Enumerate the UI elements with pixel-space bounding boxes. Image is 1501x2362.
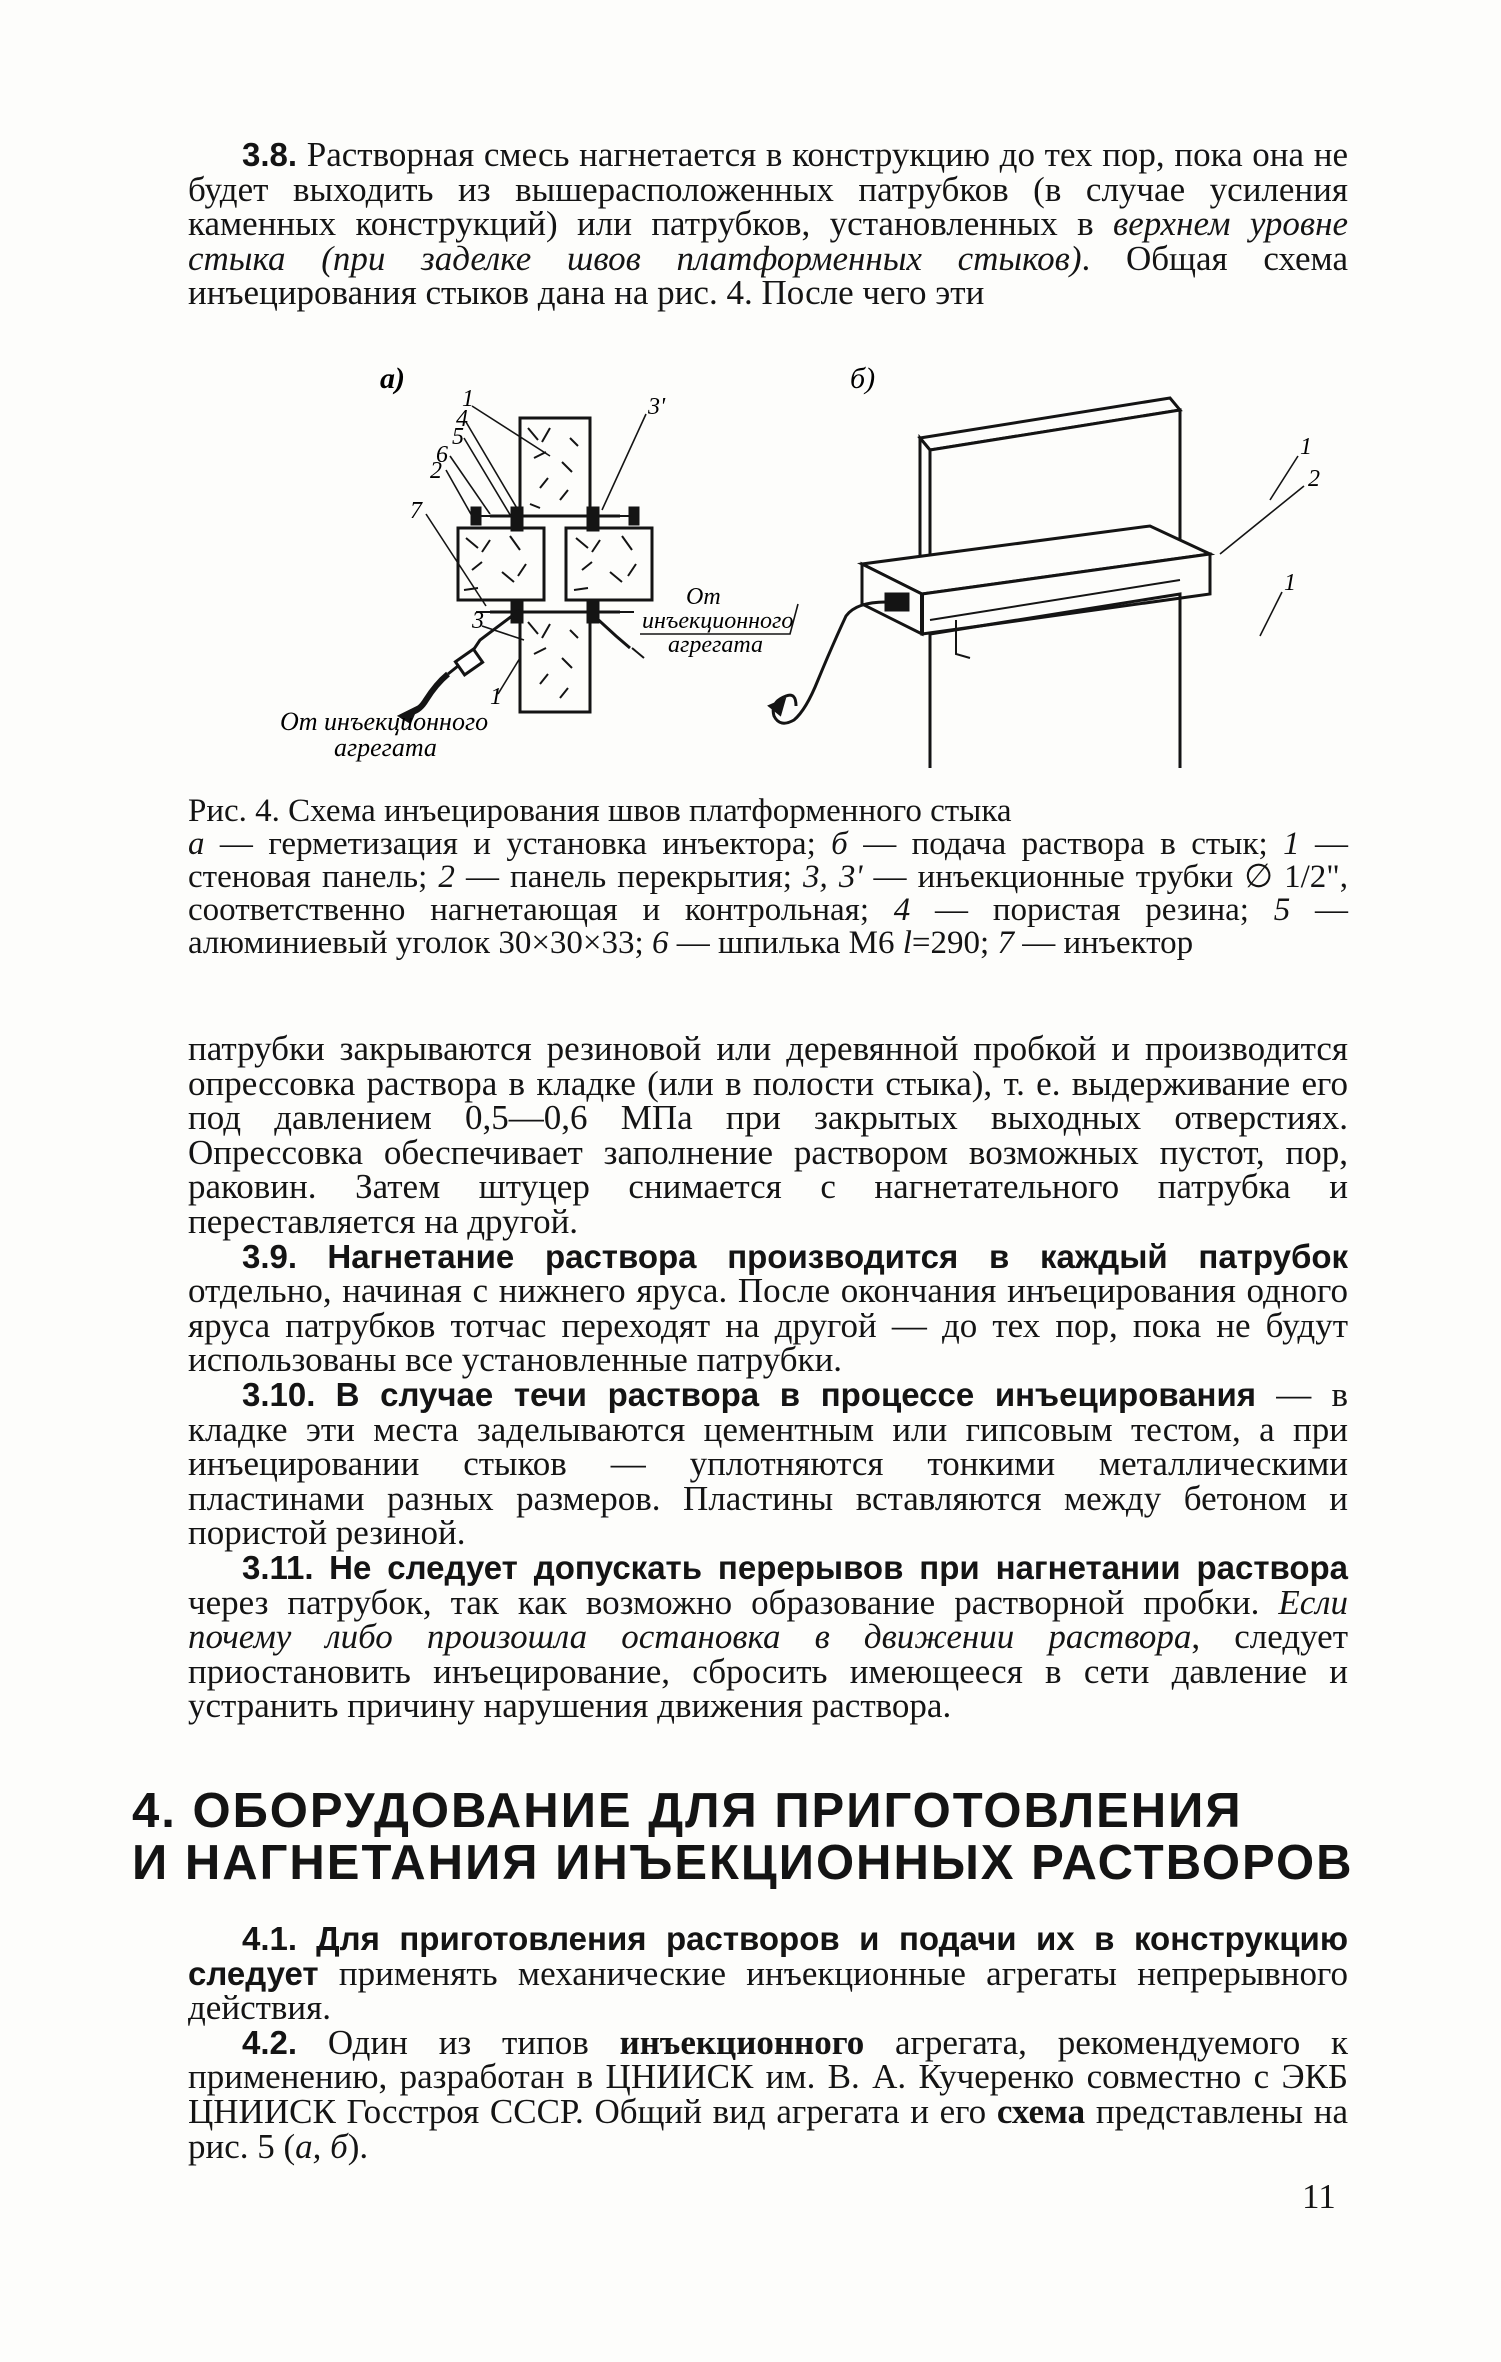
- page-number: 11: [1302, 2177, 1336, 2216]
- joint-seals: [472, 500, 638, 628]
- label-3: 3: [472, 608, 484, 634]
- svg-text:агрегата: агрегата: [334, 733, 437, 762]
- label-3-prime: 3': [648, 394, 666, 420]
- paragraph-text: Растворная смесь нагнетается в конструкцию до тех пор, пока она не будет выходить из вышерасположенных патрубков (в случае усиления каменных конструкций) или патрубков, установленных в верхнем уровне стыка (при заделке швов платформенных стыков). Общая схема инъецирования стыков дана на рис. 4. После чего эти: [188, 135, 1348, 313]
- paragraph-4-2: 4.2. Один из типов инъекционного агрегата, рекомендуемого к применению, разработан в ЦНИИСК им. В. А. Кучеренко совместно с ЭКБ ЦНИИСК Госстроя СССР. Общий вид агрегата и его схема представлены на рис. 5 (а, б).: [188, 2022, 1348, 2166]
- paragraph-3-8: [188, 135, 1348, 313]
- part-b-isometric: [862, 398, 1210, 768]
- label-6: 6: [436, 442, 448, 468]
- paragraph-4-1: 4.1. Для приготовления растворов и подачи их в конструкцию следует применять механические инъекционные агрегаты непрерывного действия.: [188, 1920, 1349, 2028]
- body-text-block: [188, 1029, 1349, 1726]
- svg-text:агрегата: агрегата: [668, 632, 764, 658]
- part-b-numbers: [1284, 434, 1320, 596]
- injector-7: [400, 610, 520, 722]
- upper-wall-panel: [520, 418, 590, 516]
- svg-text:От: От: [686, 584, 721, 610]
- caption-title: Рис. 4. Схема инъецирования швов платформенного стыка: [188, 793, 1012, 829]
- label-4: 4: [456, 406, 468, 432]
- figure-4: [250, 358, 1330, 768]
- label-7: 7: [410, 498, 422, 524]
- label-2: 2: [430, 458, 442, 484]
- label-b-2: 2: [1308, 466, 1320, 492]
- svg-text:инъекционного: инъекционного: [642, 608, 794, 634]
- figure-caption: [188, 795, 1348, 960]
- paragraph-3-9: 3.9. Нагнетание раствора производится в каждый патрубок отдельно, начиная с нижнего яруса. После окончания инъецирования одного яруса патрубков тотчас переходят на другой — до тех пор, пока не будут использованы все установленные патрубки.: [188, 1237, 1349, 1380]
- label-b-1-bottom: 1: [1284, 570, 1296, 596]
- section-4-text: [188, 1922, 1348, 2164]
- caption-body: а — герметизация и установка инъектора; б — подача раствора в стык; 1 — стеновая панель; 2 — панель перекрытия; 3, 3' — инъекционные трубки ∅ 1/2", соответственно нагнетающая и контрольная; 4 — пористая резина; 5 — алюминиевый уголок 30×30×33; 6 — шпилька М6 l=290; 7 — инъектор: [188, 826, 1349, 961]
- label-b-1-top: 1: [1300, 434, 1312, 460]
- lower-wall-panel: [520, 612, 590, 712]
- paragraph-3-11: 3.11. Не следует допускать перерывов при нагнетании раствора через патрубок, так как возможно образование растворной пробки. Если почему либо произошла остановка в движении раствора, следует приостановить инъецирование, сбросить имеющееся в сети давление и устранить причину нарушения движения раствора.: [188, 1548, 1348, 1726]
- label-5: 5: [452, 424, 464, 450]
- label-1-top: 1: [462, 386, 474, 412]
- label-1-bottom: 1: [490, 684, 502, 710]
- svg-text:От инъекционного: От инъекционного: [280, 707, 489, 736]
- section-heading-4: 4. ОБОРУДОВАНИЕ ДЛЯ ПРИГОТОВЛЕНИЯ И НАГНЕТАНИЯ ИНЪЕКЦИОННЫХ РАСТВОРОВ: [132, 1784, 1354, 1890]
- paragraph-number: 3.8.: [242, 136, 298, 173]
- figure-label-b: б): [850, 362, 876, 395]
- source-label-a: [280, 707, 488, 762]
- source-label-b: [642, 584, 793, 658]
- figure-label-a: а): [380, 362, 405, 395]
- control-tube: [592, 614, 644, 658]
- floor-panel-right: [566, 528, 652, 600]
- floor-panel-left: [458, 528, 544, 600]
- part-b-leaders: [1220, 456, 1304, 636]
- paragraph-3-8-continued: патрубки закрываются резиновой или деревянной пробкой и производится опрессовка раствора в кладке (или в полости стыка), т. е. выдерживание его под давлением 0,5—0,6 МПа при закрытых выходных отверстиях. Опрессовка обеспечивает заполнение раствором возможных пустот, пор, раковин. Затем штуцер снимается с нагнетательного патрубка и переставляется на другой.: [188, 1029, 1348, 1241]
- paragraph-3-10: 3.10. В случае течи раствора в процессе инъецирования — в кладке эти места заделываются цементным или гипсовым тестом, а при инъецировании стыков — уплотняются тонкими металлическими пластинами разных размеров. Пластины вставляются между бетоном и пористой резиной.: [188, 1374, 1349, 1553]
